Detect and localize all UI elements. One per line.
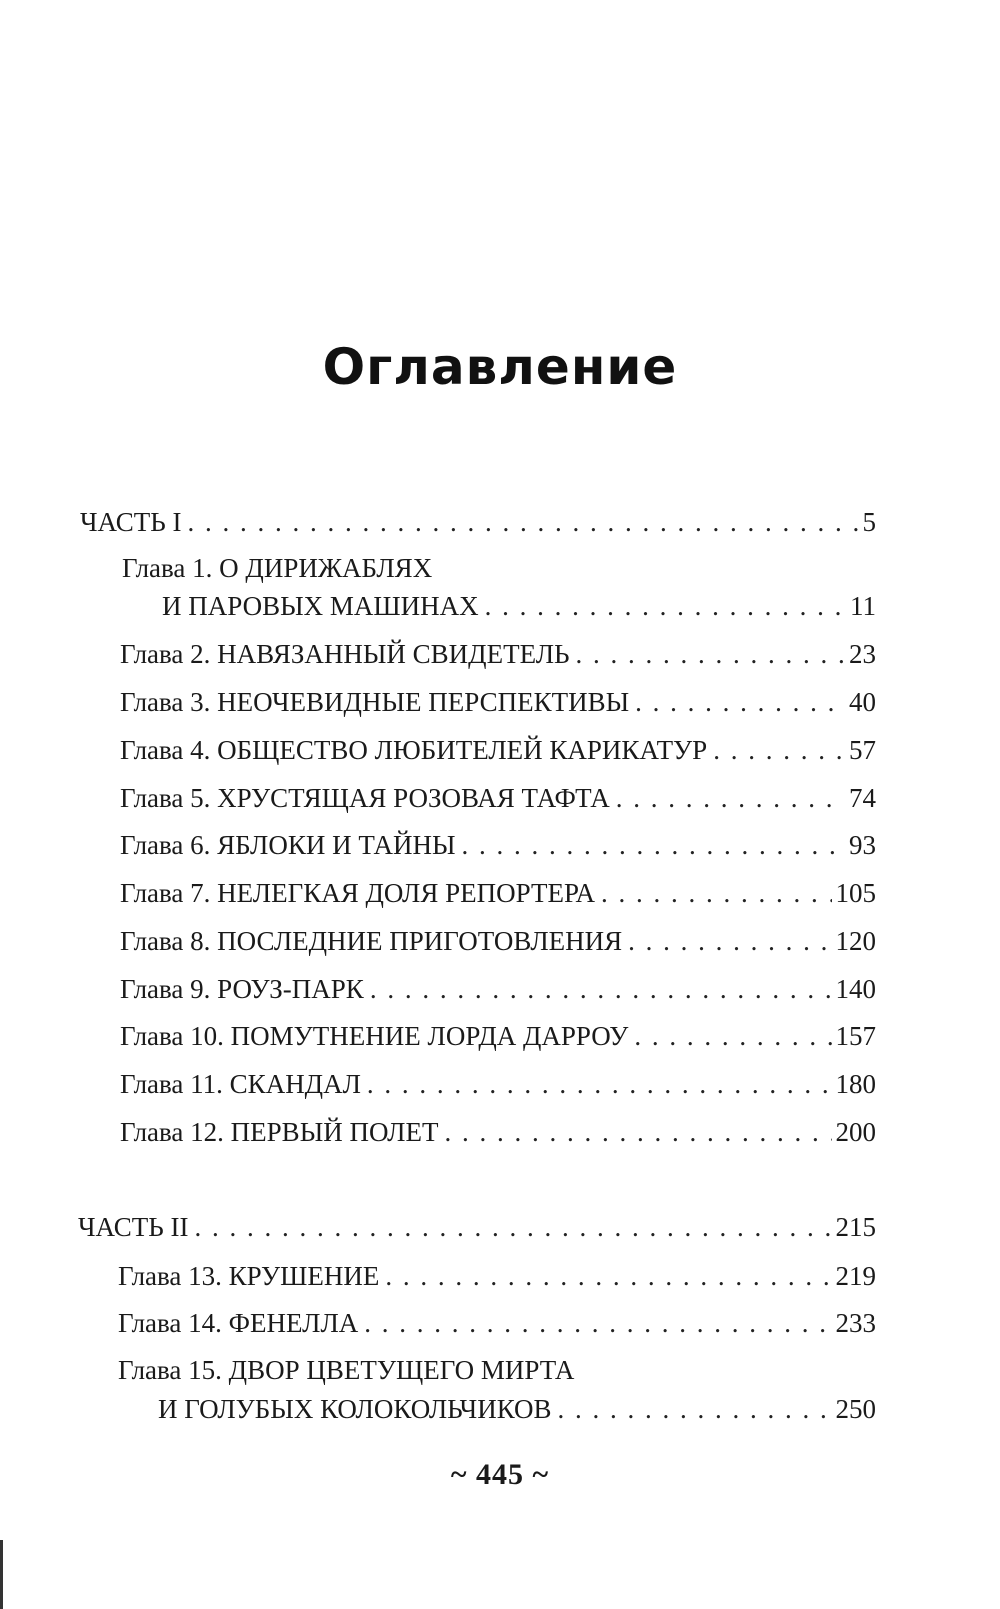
toc-chapter-4[interactable] bbox=[120, 734, 876, 766]
chapter-title: ХРУСТЯЩАЯ РОЗОВАЯ ТАФТА bbox=[217, 783, 610, 813]
dot-leader bbox=[713, 734, 845, 766]
chapter-number: Глава 6. bbox=[120, 830, 211, 860]
dot-leader bbox=[364, 1307, 831, 1339]
chapter-title: РОУЗ-ПАРК bbox=[217, 974, 364, 1004]
dot-leader bbox=[558, 1393, 832, 1425]
page-number: 180 bbox=[835, 1069, 876, 1099]
dot-leader bbox=[616, 782, 845, 814]
toc-chapter-15[interactable] bbox=[158, 1393, 876, 1425]
binding-edge-mark bbox=[0, 1540, 3, 1609]
chapter-title-cont: И ПАРОВЫХ МАШИНАХ bbox=[162, 591, 479, 621]
chapter-number: Глава 2. bbox=[120, 639, 211, 669]
chapter-title: ЯБЛОКИ И ТАЙНЫ bbox=[217, 830, 456, 860]
page-number: 219 bbox=[835, 1261, 876, 1291]
page-number: 5 bbox=[862, 507, 876, 537]
chapter-number: Глава 14. bbox=[118, 1308, 222, 1338]
toc-chapter-10[interactable] bbox=[120, 1020, 876, 1052]
dot-leader bbox=[635, 686, 845, 718]
page-number: 157 bbox=[835, 1021, 876, 1051]
chapter-number: Глава 1. bbox=[122, 553, 213, 583]
chapter-title: СКАНДАЛ bbox=[229, 1069, 361, 1099]
chapter-number: Глава 9. bbox=[120, 974, 211, 1004]
toc-chapter-3[interactable] bbox=[120, 686, 876, 718]
toc-chapter-15-line1[interactable] bbox=[118, 1354, 574, 1386]
dot-leader bbox=[385, 1260, 831, 1292]
chapter-number: Глава 4. bbox=[120, 735, 211, 765]
chapter-title: ПОСЛЕДНИЕ ПРИГОТОВЛЕНИЯ bbox=[217, 926, 623, 956]
toc-chapter-13[interactable] bbox=[118, 1260, 876, 1292]
chapter-title: ПЕРВЫЙ ПОЛЕТ bbox=[230, 1117, 439, 1147]
page-number: 120 bbox=[835, 926, 876, 956]
toc-chapter-6[interactable] bbox=[120, 829, 876, 861]
page-title: Оглавление bbox=[322, 338, 678, 396]
toc-chapter-14[interactable] bbox=[118, 1307, 876, 1339]
toc-chapter-9[interactable] bbox=[120, 973, 876, 1005]
chapter-number: Глава 8. bbox=[120, 926, 211, 956]
page-number: 140 bbox=[835, 974, 876, 1004]
page-number: 57 bbox=[849, 735, 876, 765]
page-number: 105 bbox=[835, 878, 876, 908]
toc-chapter-1[interactable] bbox=[162, 590, 876, 622]
chapter-title: О ДИРИЖАБЛЯХ bbox=[219, 553, 433, 583]
chapter-number: Глава 11. bbox=[120, 1069, 223, 1099]
page-number: 40 bbox=[849, 687, 876, 717]
chapter-title: ДВОР ЦВЕТУЩЕГО МИРТА bbox=[228, 1355, 575, 1385]
toc-part-1[interactable] bbox=[80, 506, 876, 538]
toc-chapter-2[interactable] bbox=[120, 638, 876, 670]
chapter-number: Глава 15. bbox=[118, 1355, 222, 1385]
chapter-number: Глава 5. bbox=[120, 783, 211, 813]
dot-leader bbox=[628, 925, 831, 957]
chapter-title: НЕЛЕГКАЯ ДОЛЯ РЕПОРТЕРА bbox=[217, 878, 596, 908]
toc-chapter-7[interactable] bbox=[120, 877, 876, 909]
dot-leader bbox=[367, 1068, 832, 1100]
dot-leader bbox=[601, 877, 831, 909]
chapter-title: ОБЩЕСТВО ЛЮБИТЕЛЕЙ КАРИКАТУР bbox=[217, 735, 708, 765]
page-number: 93 bbox=[849, 830, 876, 860]
part-label: ЧАСТЬ II bbox=[78, 1212, 189, 1242]
page-number: 200 bbox=[835, 1117, 876, 1147]
dot-leader bbox=[485, 590, 846, 622]
toc-chapter-1-line1[interactable] bbox=[122, 552, 432, 584]
toc-chapter-12[interactable] bbox=[120, 1116, 876, 1148]
page-number: 11 bbox=[850, 591, 876, 621]
part-label: ЧАСТЬ I bbox=[80, 507, 182, 537]
toc-part-2[interactable] bbox=[78, 1211, 876, 1243]
toc-chapter-8[interactable] bbox=[120, 925, 876, 957]
dot-leader bbox=[462, 829, 845, 861]
chapter-number: Глава 7. bbox=[120, 878, 211, 908]
chapter-title-cont: И ГОЛУБЫХ КОЛОКОЛЬЧИКОВ bbox=[158, 1394, 552, 1424]
chapter-title: НЕОЧЕВИДНЫЕ ПЕРСПЕКТИВЫ bbox=[217, 687, 630, 717]
chapter-number: Глава 13. bbox=[118, 1261, 222, 1291]
page-number: 250 bbox=[835, 1394, 876, 1424]
folio-page-number: ~ 445 ~ bbox=[450, 1458, 550, 1491]
chapter-number: Глава 12. bbox=[120, 1117, 224, 1147]
page-number: 233 bbox=[835, 1308, 876, 1338]
dot-leader bbox=[576, 638, 845, 670]
chapter-number: Глава 10. bbox=[120, 1021, 224, 1051]
dot-leader bbox=[444, 1116, 831, 1148]
chapter-title: НАВЯЗАННЫЙ СВИДЕТЕЛЬ bbox=[217, 639, 570, 669]
chapter-title: ПОМУТНЕНИЕ ЛОРДА ДАРРОУ bbox=[230, 1021, 629, 1051]
dot-leader bbox=[194, 1211, 831, 1243]
page-number: 215 bbox=[835, 1212, 876, 1242]
page-number: 74 bbox=[849, 783, 876, 813]
dot-leader bbox=[634, 1020, 831, 1052]
chapter-title: КРУШЕНИЕ bbox=[228, 1261, 380, 1291]
chapter-number: Глава 3. bbox=[120, 687, 211, 717]
page-number: 23 bbox=[849, 639, 876, 669]
toc-chapter-5[interactable] bbox=[120, 782, 876, 814]
chapter-title: ФЕНЕЛЛА bbox=[228, 1308, 359, 1338]
toc-chapter-11[interactable] bbox=[120, 1068, 876, 1100]
dot-leader bbox=[187, 506, 858, 538]
dot-leader bbox=[370, 973, 832, 1005]
